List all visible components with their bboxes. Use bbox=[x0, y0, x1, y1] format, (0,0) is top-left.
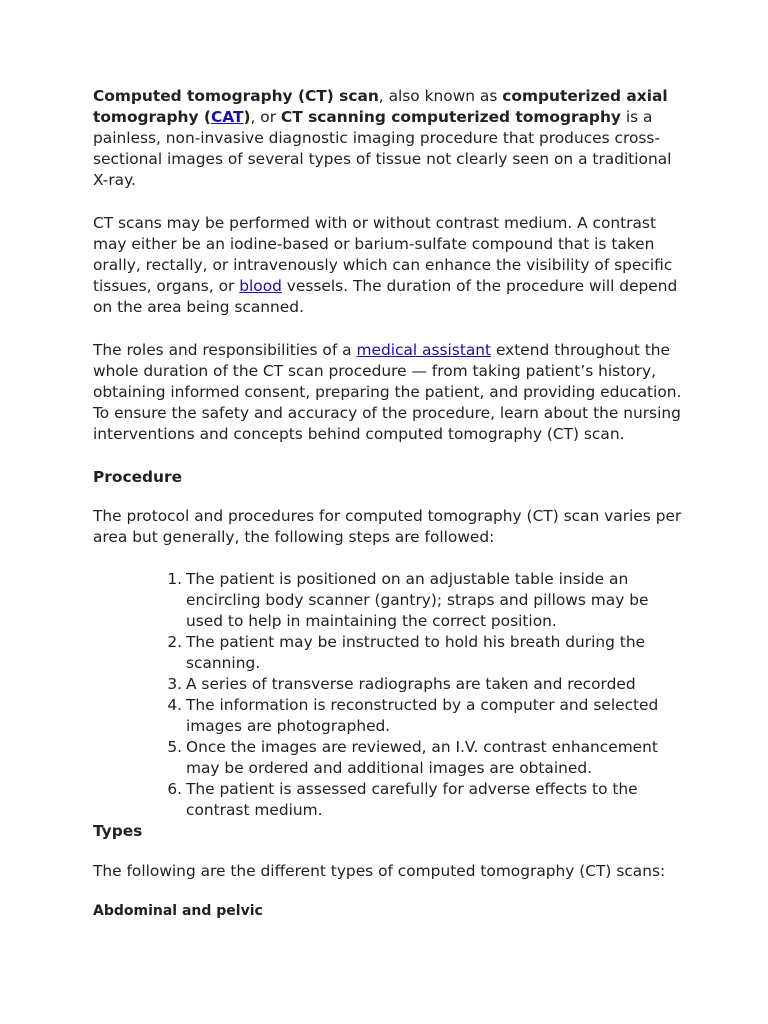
list-item bbox=[167, 632, 683, 674]
step-number: 1. bbox=[167, 570, 182, 588]
intro-paragraph bbox=[93, 86, 683, 191]
procedure-intro: The protocol and procedures for computed tomography (CT) scan varies per area but generally, the following steps are followed: bbox=[93, 507, 682, 546]
contrast-text-2: vessels. The duration of the procedure will depend on the area being scanned. bbox=[93, 277, 678, 316]
term-ct-scanning: CT scanning computerized tomography bbox=[280, 108, 621, 126]
contrast-text-1: CT scans may be performed with or without contrast medium. A contrast may either be an iodine-based or barium-sulfate compound that is taken orally, rectally, or intravenously which can enhance the visibility of specific tissues, organs, or bbox=[93, 214, 673, 295]
procedure-heading: Procedure bbox=[93, 468, 183, 486]
step-number: 3. bbox=[167, 675, 182, 693]
types-heading: Types bbox=[93, 822, 143, 840]
step-text: Once the images are reviewed, an I.V. contrast enhancement may be ordered and additional images are obtained. bbox=[186, 738, 658, 777]
procedure-steps-list bbox=[93, 569, 683, 821]
list-item bbox=[167, 674, 683, 695]
step-number: 5. bbox=[167, 738, 182, 756]
roles-text-2: extend throughout the whole duration of the CT scan procedure — from taking patient’s history, obtaining informed consent, preparing the patient, and providing education. To ensure the safety and accuracy of the procedure, learn about the nursing interventions and concepts behind computed tomography (CT) scan. bbox=[93, 341, 682, 443]
term-close-paren: ) bbox=[243, 108, 251, 126]
step-text: A series of transverse radiographs are taken and recorded bbox=[186, 675, 636, 693]
list-item bbox=[167, 569, 683, 632]
medical-assistant-link[interactable]: medical assistant bbox=[356, 341, 492, 359]
document-body bbox=[93, 86, 683, 922]
intro-text-2: , or bbox=[250, 108, 281, 126]
step-text: The information is reconstructed by a computer and selected images are photographed. bbox=[186, 696, 659, 735]
list-item bbox=[167, 695, 683, 737]
blood-link[interactable]: blood bbox=[239, 277, 282, 295]
step-number: 2. bbox=[167, 633, 182, 651]
step-number: 6. bbox=[167, 780, 182, 798]
term-computerized-axial-tomography: computerized axial tomography ( bbox=[93, 87, 668, 126]
list-item bbox=[167, 737, 683, 779]
cat-link[interactable]: CAT bbox=[210, 108, 244, 126]
intro-text-1: , also known as bbox=[378, 87, 503, 105]
types-intro: The following are the different types of computed tomography (CT) scans: bbox=[93, 862, 666, 880]
list-item bbox=[167, 779, 683, 821]
step-number: 4. bbox=[167, 696, 182, 714]
roles-paragraph bbox=[93, 340, 683, 445]
contrast-paragraph bbox=[93, 213, 683, 318]
step-text: The patient is assessed carefully for adverse effects to the contrast medium. bbox=[186, 780, 638, 819]
term-computed-tomography: Computed tomography (CT) scan bbox=[93, 87, 379, 105]
step-text: The patient may be instructed to hold his breath during the scanning. bbox=[186, 633, 646, 672]
roles-text-1: The roles and responsibilities of a bbox=[93, 341, 357, 359]
abdominal-pelvic-subheading: Abdominal and pelvic bbox=[93, 903, 263, 919]
step-text: The patient is positioned on an adjustable table inside an encircling body scanner (gantry); straps and pillows may be used to help in maintaining the correct position. bbox=[186, 570, 649, 630]
intro-text-3: is a painless, non-invasive diagnostic imaging procedure that produces cross-sectional images of several types of tissue not clearly seen on a traditional X-ray. bbox=[93, 108, 672, 189]
